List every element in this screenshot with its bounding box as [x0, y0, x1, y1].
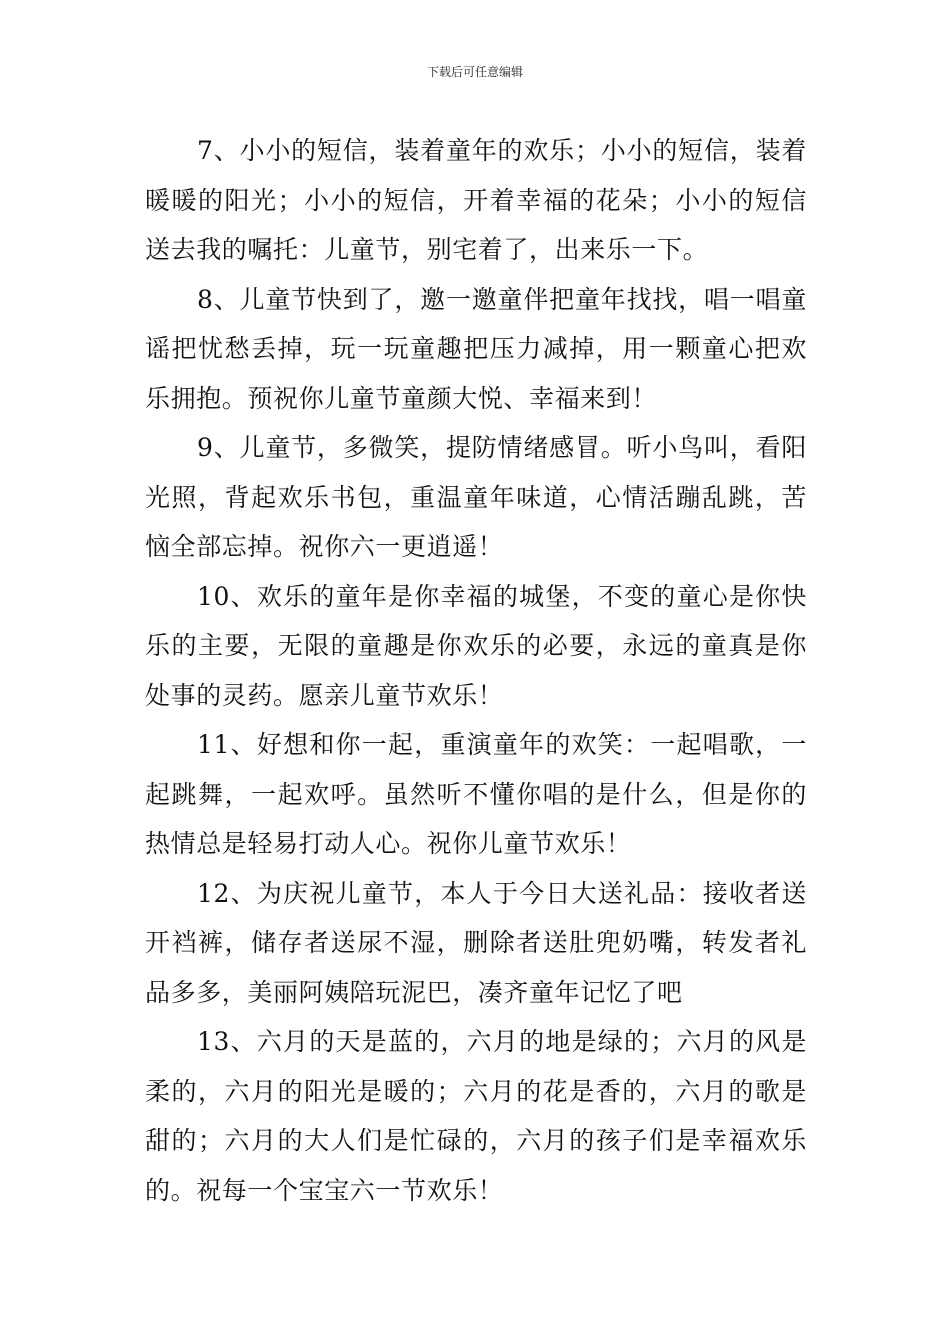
paragraph-12: 12、为庆祝儿童节，本人于今日大送礼品：接收者送开裆裤，储存者送尿不湿，删除者送肚兜奶嘴，转发者礼品多多，美丽阿姨陪玩泥巴，凑齐童年记忆了吧 [145, 878, 807, 1007]
paragraph-7: 7、小小的短信，装着童年的欢乐；小小的短信，装着暖暖的阳光；小小的短信，开着幸福的花朵；小小的短信送去我的嘱托：儿童节，别宅着了，出来乐一下。 [145, 136, 807, 264]
paragraph-8: 8、儿童节快到了，邀一邀童伴把童年找找，唱一唱童谣把忧愁丢掉，玩一玩童趣把压力减掉，用一颗童心把欢乐拥抱。预祝你儿童节童颜大悦、幸福来到！ [145, 284, 807, 413]
paragraph-9: 9、儿童节，多微笑，提防情绪感冒。听小鸟叫，看阳光照，背起欢乐书包，重温童年味道，心情活蹦乱跳，苦恼全部忘掉。祝你六一更逍遥！ [145, 433, 807, 561]
paragraph-11: 11、好想和你一起，重演童年的欢笑：一起唱歌，一起跳舞，一起欢呼。虽然听不懂你唱的是什么，但是你的热情总是轻易打动人心。祝你儿童节欢乐！ [145, 730, 807, 858]
paragraph-13: 13、六月的天是蓝的，六月的地是绿的；六月的风是柔的，六月的阳光是暖的；六月的花是香的，六月的歌是甜的；六月的大人们是忙碌的，六月的孩子们是幸福欢乐的。祝每一个宝宝六一节欢乐！ [145, 1027, 807, 1205]
page-header: 下载后可任意编辑 [426, 65, 523, 79]
document-body [145, 126, 807, 1215]
paragraph-10: 10、欢乐的童年是你幸福的城堡，不变的童心是你快乐的主要，无限的童趣是你欢乐的必要，永远的童真是你处事的灵药。愿亲儿童节欢乐！ [145, 581, 807, 710]
